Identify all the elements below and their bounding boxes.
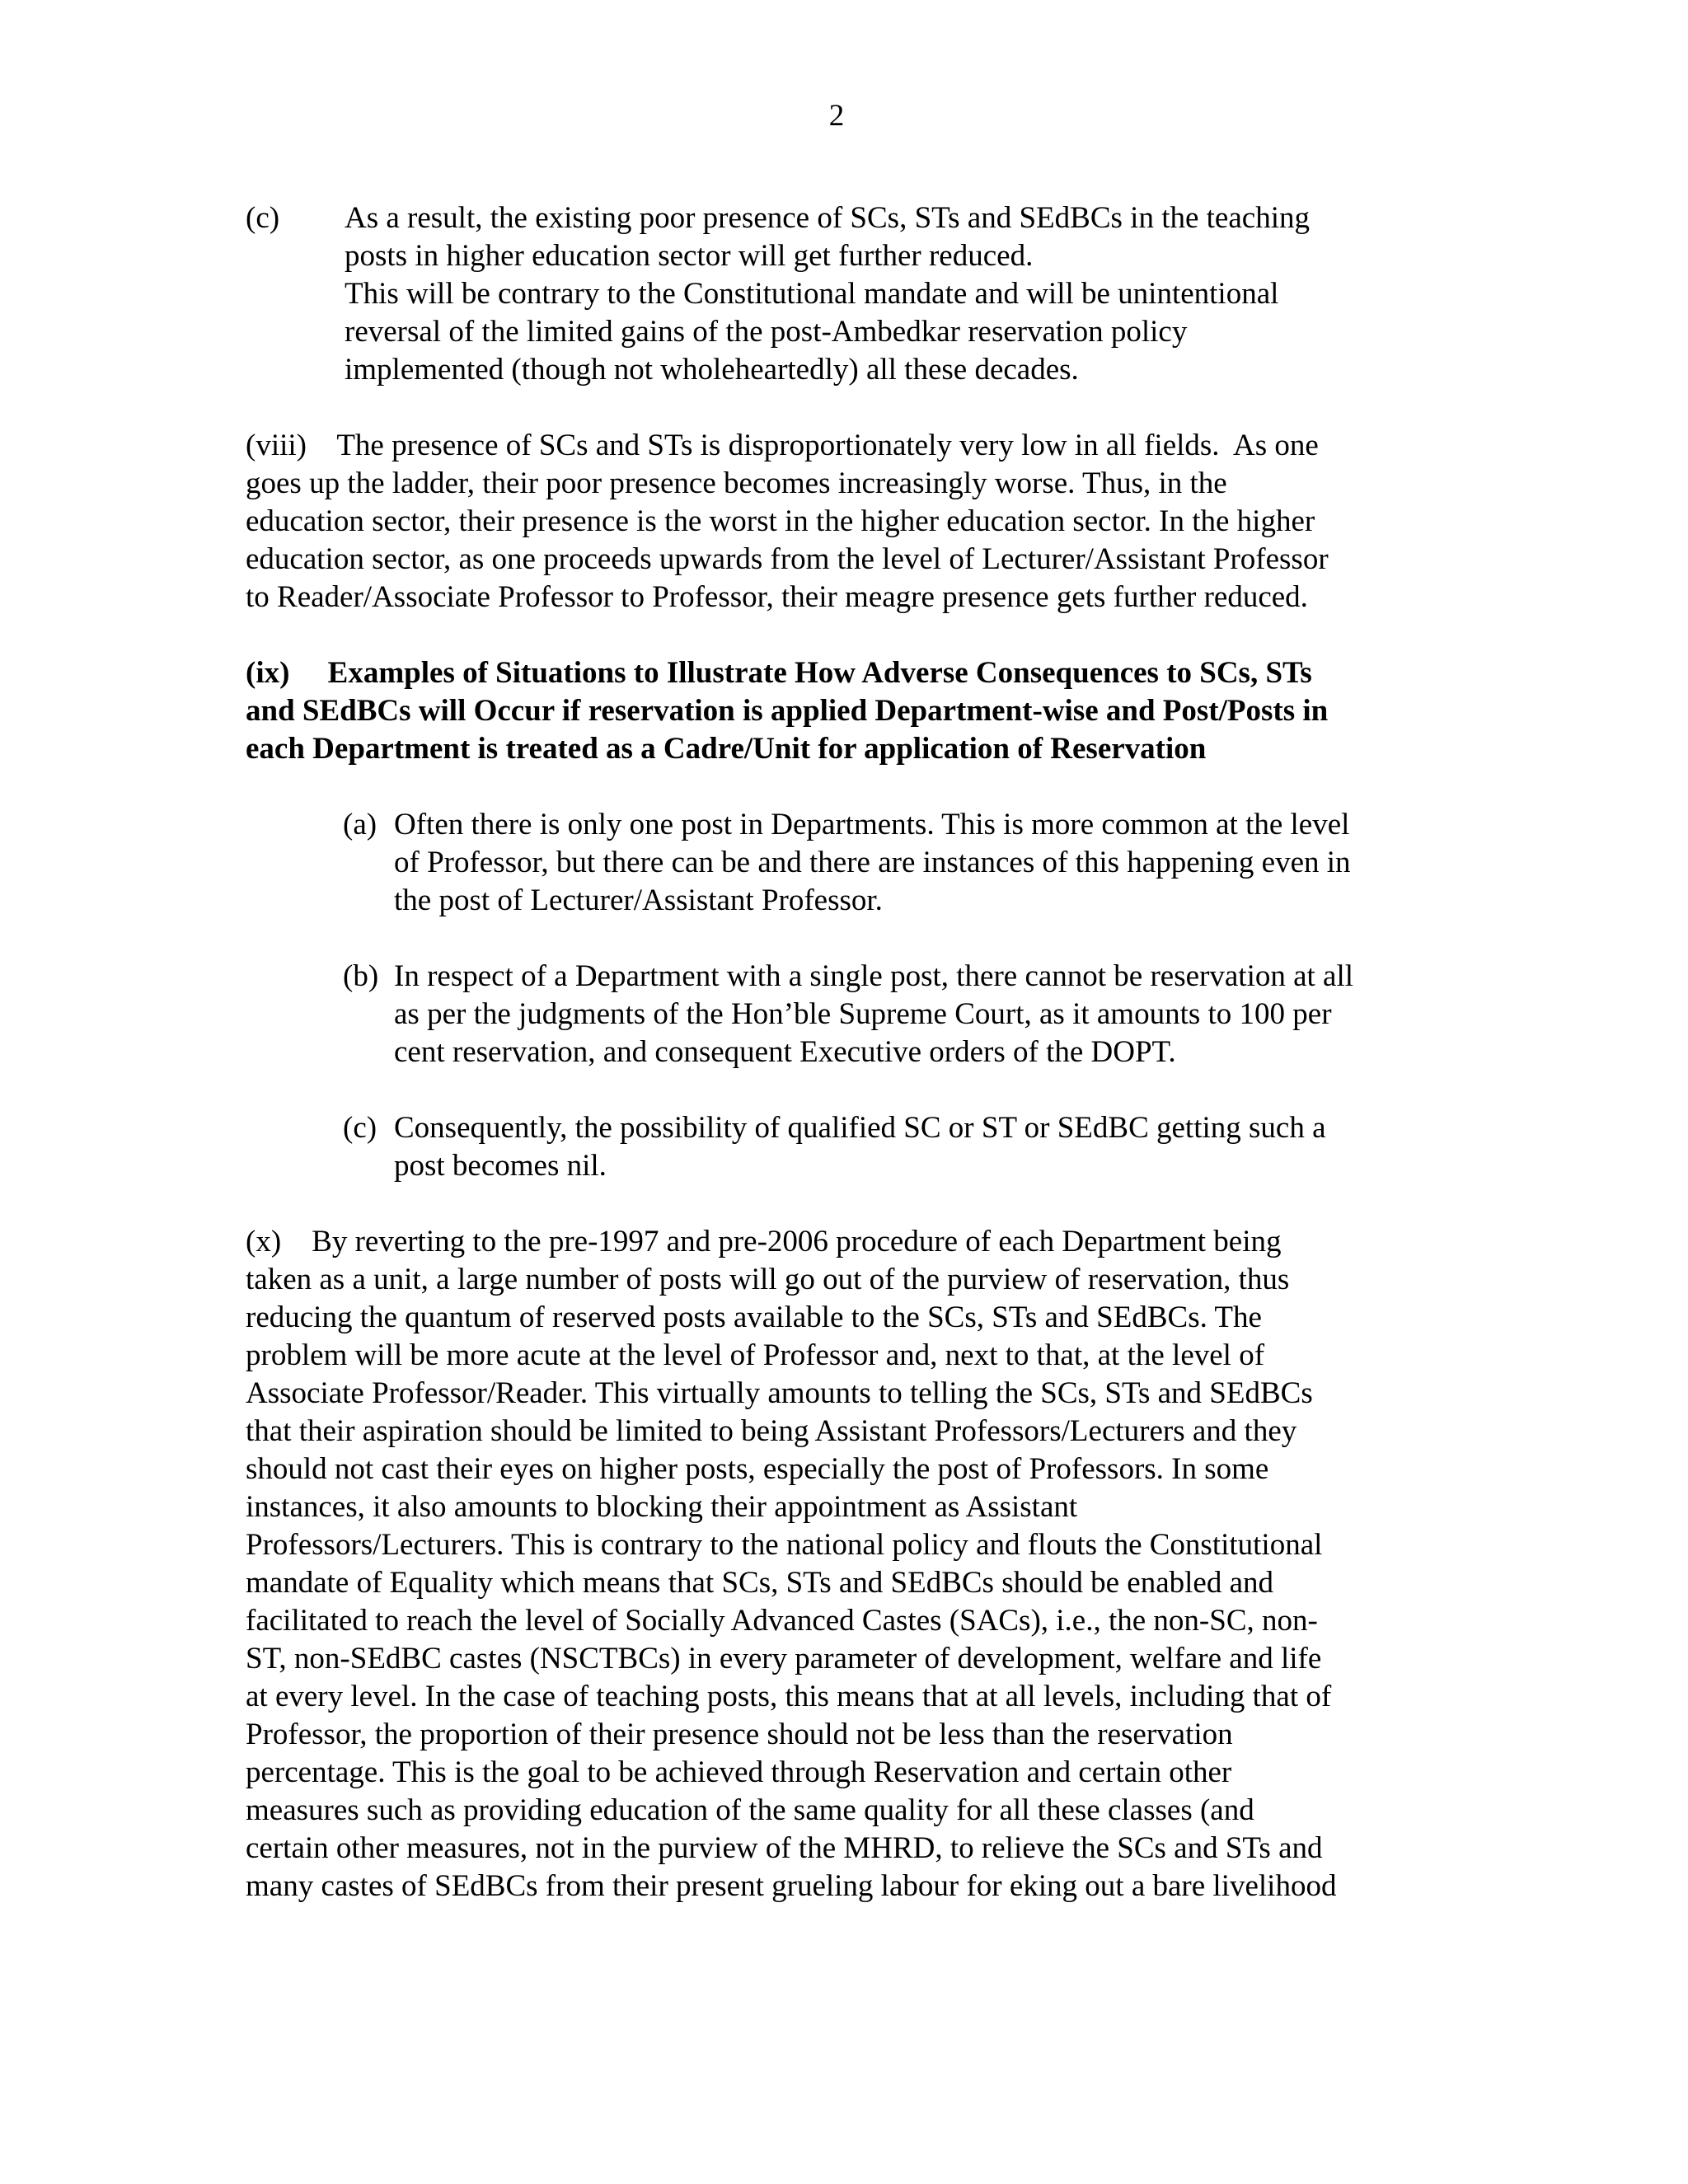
para-x-line: instances, it also amounts to blocking their appointment as Assistant bbox=[246, 1490, 1078, 1524]
para-viii-line: education sector, as one proceeds upwards from the level of Lecturer/Assistant Professor bbox=[246, 542, 1329, 576]
para-c-line: implemented (though not wholeheartedly) all these decades. bbox=[345, 353, 1079, 387]
para-c-text bbox=[345, 199, 1442, 389]
para-x-line: reducing the quantum of reserved posts available to the SCs, STs and SEdBCs. The bbox=[246, 1301, 1262, 1334]
para-x-line: Associate Professor/Reader. This virtually amounts to telling the SCs, STs and SEdBCs bbox=[246, 1376, 1313, 1410]
para-viii-line: goes up the ladder, their poor presence becomes increasingly worse. Thus, in the bbox=[246, 466, 1227, 500]
sub-item-line: Often there is only one post in Departments. This is more common at the level bbox=[394, 808, 1350, 841]
sub-item-text bbox=[394, 958, 1441, 1071]
para-x-line: should not cast their eyes on higher posts, especially the post of Professors. In some bbox=[246, 1452, 1269, 1486]
heading-ix-line: each Department is treated as a Cadre/Unit for application of Reservation bbox=[246, 732, 1207, 766]
para-x-line: percentage. This is the goal to be achieved through Reservation and certain other bbox=[246, 1755, 1232, 1789]
para-c-line: As a result, the existing poor presence of SCs, STs and SEdBCs in the teaching bbox=[345, 201, 1310, 235]
sub-item-line: of Professor, but there can be and there are instances of this happening even in bbox=[394, 846, 1351, 879]
para-x-line: that their aspiration should be limited to being Assistant Professors/Lecturers and they bbox=[246, 1414, 1297, 1448]
para-x-line: Professor, the proportion of their presence should not be less than the reservation bbox=[246, 1718, 1233, 1751]
para-x-line: facilitated to reach the level of Socially Advanced Castes (SACs), i.e., the non-SC, non- bbox=[246, 1604, 1318, 1638]
heading-ix-line: (ix) Examples of Situations to Illustrate How Adverse Consequences to SCs, STs bbox=[246, 656, 1312, 690]
sub-item-line: post becomes nil. bbox=[394, 1149, 607, 1183]
para-viii bbox=[246, 427, 1442, 616]
para-c-label: (c) bbox=[246, 201, 280, 235]
para-c-line: posts in higher education sector will get further reduced. bbox=[345, 239, 1034, 273]
para-c-line: reversal of the limited gains of the post-Ambedkar reservation policy bbox=[345, 315, 1188, 349]
para-x-line: ST, non-SEdBC castes (NSCTBCs) in every parameter of development, welfare and life bbox=[246, 1642, 1322, 1675]
heading-ix bbox=[246, 654, 1442, 768]
para-x-line: (x) By reverting to the pre-1997 and pre-2006 procedure of each Department being bbox=[246, 1225, 1282, 1258]
sub-item-line: Consequently, the possibility of qualified SC or ST or SEdBC getting such a bbox=[394, 1111, 1326, 1145]
para-x-line: at every level. In the case of teaching posts, this means that at all levels, including that of bbox=[246, 1680, 1332, 1713]
para-viii-line: education sector, their presence is the worst in the higher education sector. In the higher bbox=[246, 504, 1315, 538]
sub-item-label: (a) bbox=[343, 808, 377, 841]
para-x bbox=[246, 1223, 1442, 1905]
para-viii-line: to Reader/Associate Professor to Professor, their meagre presence gets further reduced. bbox=[246, 580, 1308, 614]
page-number: 2 bbox=[828, 99, 845, 133]
sub-item-line: In respect of a Department with a single post, there cannot be reservation at all bbox=[394, 959, 1354, 993]
heading-ix-line: and SEdBCs will Occur if reservation is applied Department-wise and Post/Posts in bbox=[246, 694, 1329, 728]
para-x-line: problem will be more acute at the level of Professor and, next to that, at the level of bbox=[246, 1338, 1265, 1372]
para-viii-line: (viii) The presence of SCs and STs is disproportionately very low in all fields. As one bbox=[246, 429, 1319, 462]
sub-item-line: as per the judgments of the Hon’ble Supreme Court, as it amounts to 100 per bbox=[394, 997, 1332, 1031]
sub-item-line: cent reservation, and consequent Executive orders of the DOPT. bbox=[394, 1035, 1176, 1069]
sub-item-label: (c) bbox=[343, 1111, 377, 1145]
para-c-line: This will be contrary to the Constitutional mandate and will be unintentional bbox=[345, 277, 1279, 311]
para-x-line: taken as a unit, a large number of posts will go out of the purview of reservation, thus bbox=[246, 1263, 1290, 1296]
para-x-line: Professors/Lecturers. This is contrary to the national policy and flouts the Constitutional bbox=[246, 1528, 1323, 1562]
sub-item-label: (b) bbox=[343, 959, 379, 993]
sub-item-text bbox=[394, 806, 1441, 920]
para-x-line: many castes of SEdBCs from their present grueling labour for eking out a bare livelihood bbox=[246, 1869, 1337, 1903]
para-x-line: measures such as providing education of the same quality for all these classes (and bbox=[246, 1793, 1254, 1827]
sub-item-text bbox=[394, 1109, 1441, 1185]
para-x-line: certain other measures, not in the purview of the MHRD, to relieve the SCs and STs and bbox=[246, 1831, 1323, 1865]
para-x-line: mandate of Equality which means that SCs, STs and SEdBCs should be enabled and bbox=[246, 1566, 1274, 1600]
sub-item-line: the post of Lecturer/Assistant Professor. bbox=[394, 883, 883, 917]
